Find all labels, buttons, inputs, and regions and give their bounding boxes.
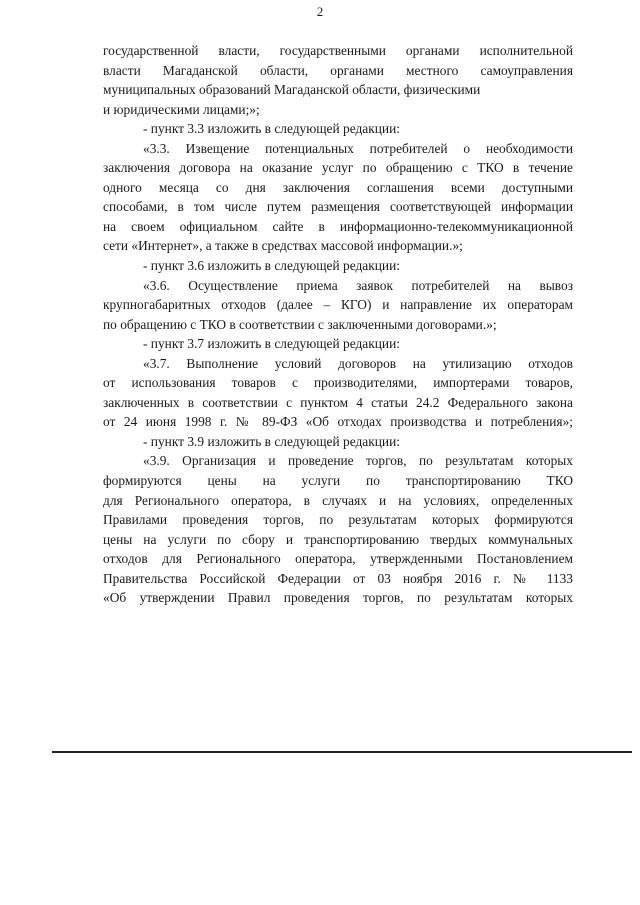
text-line: «3.6. Осуществление приема заявок потребителей на вывоз [143,277,573,293]
text-line: - пункт 3.7 изложить в следующей редакции: [143,336,400,352]
text-line: формируются цены на услуги по транспортированию ТКО [103,473,573,489]
text-line: одного месяца со дня заключения соглашения всеми доступными [103,179,573,195]
text-line: сети «Интернет», а также в средствах массовой информации.»; [103,238,463,254]
text-line: «3.9. Организация и проведение торгов, по результатам которых [143,453,573,469]
text-line: «3.7. Выполнение условий договоров на утилизацию отходов [143,355,573,371]
text-line: заключения договора на оказание услуг по обращению с ТКО в течение [103,160,573,176]
text-line: Правительства Российской Федерации от 03 ноября 2016 г. № 1133 [103,570,573,586]
text-line: по обращению с ТКО в соответствии с заключенными договорами.»; [103,316,497,332]
text-line: «Об утверждении Правил проведения торгов, по результатам которых [103,590,573,606]
text-line: - пункт 3.3 изложить в следующей редакции: [143,121,400,137]
text-line: для Регионального оператора, в случаях и на условиях, определенных [103,492,573,508]
text-line: способами, в том числе путем размещения соответствующей информации [103,199,573,215]
text-line: - пункт 3.9 изложить в следующей редакции: [143,433,400,449]
text-line: от использования товаров с производителями, импортерами товаров, [103,375,573,391]
bottom-divider [52,751,632,753]
text-line: и юридическими лицами;»; [103,101,260,117]
text-line: - пункт 3.6 изложить в следующей редакции: [143,258,400,274]
text-line: цены на услуги по сбору и транспортированию твердых коммунальных [103,531,573,547]
text-line: власти Магаданской области, органами местного самоуправления [103,62,573,78]
text-line: отходов для Регионального оператора, утвержденными Постановлением [103,551,573,567]
text-line: на своем официальном сайте в информационно-телекоммуникационной [103,218,573,234]
text-line: «3.3. Извещение потенциальных потребителей о необходимости [143,140,573,156]
text-line: муниципальных образований Магаданской области, физическими [103,82,481,98]
text-line: крупногабаритных отходов (далее – КГО) и направление их операторам [103,297,573,313]
text-line: Правилами проведения торгов, по результатам которых формируются [103,512,573,528]
text-line: заключенных в соответствии с пунктом 4 статьи 24.2 Федерального закона [103,394,573,410]
body-text [103,41,573,608]
page-number: 2 [316,4,324,19]
text-line: государственной власти, государственными органами исполнительной [103,43,573,58]
text-line: от 24 июня 1998 г. № 89-ФЗ «Об отходах производства и потребления»; [103,414,573,430]
